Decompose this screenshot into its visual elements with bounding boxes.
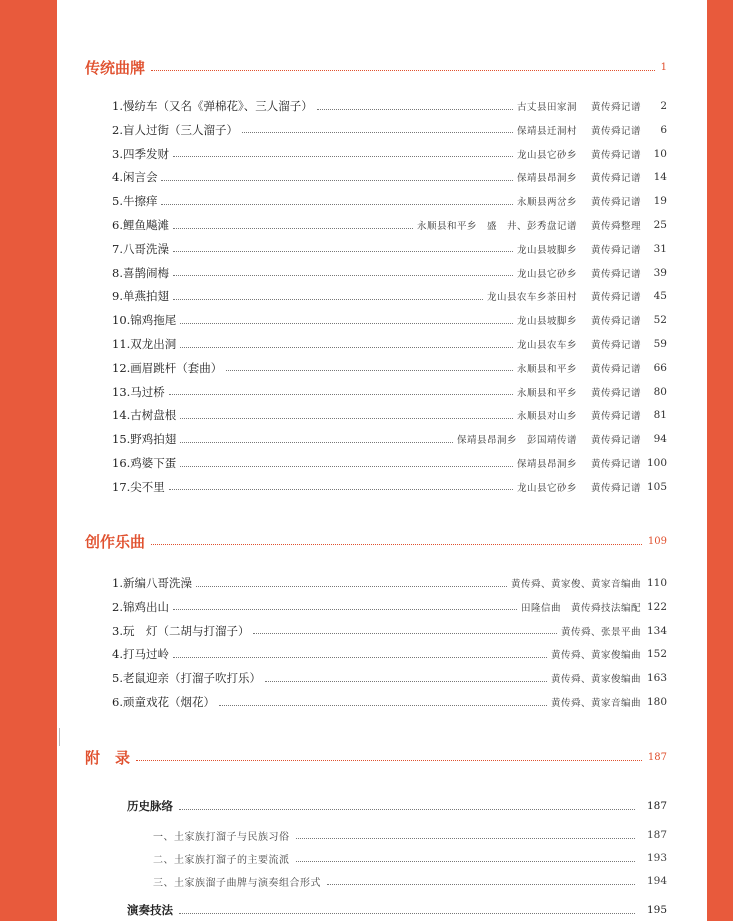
entry-title: 3.玩 灯（二胡与打溜子）: [112, 623, 250, 638]
section-page: 1: [660, 61, 667, 73]
leader-dots: [180, 442, 453, 443]
group-page: 195: [646, 904, 667, 916]
leader-dots: [296, 838, 636, 839]
leader-dots: [179, 913, 635, 914]
entry-credit: 黄传舜记谱: [590, 387, 641, 399]
appendix-item[interactable]: [153, 826, 667, 844]
leader-dots: [226, 370, 513, 371]
item-title: 三、土家族溜子曲牌与演奏组合形式: [153, 877, 321, 889]
leader-dots: [173, 299, 483, 300]
toc-entry[interactable]: [112, 645, 667, 663]
entry-credit: 黄传舜记谱: [590, 482, 641, 494]
entry-source: 保靖县昂洞乡: [516, 459, 577, 470]
toc-entry[interactable]: [112, 97, 667, 115]
leader-dots: [180, 347, 513, 348]
entry-source: 保靖县昂洞乡 彭国靖传谱: [456, 435, 577, 447]
item-page: 193: [646, 852, 667, 864]
entry-title: 7.八哥洗澡: [112, 241, 169, 256]
right-color-band: [707, 0, 733, 921]
entry-source: 龙山县农车乡茶田村: [486, 292, 577, 304]
entry-title: 5.牛擦痒: [112, 194, 158, 209]
left-color-band: [0, 0, 57, 921]
entry-title: 6.顽童戏花（烟花）: [112, 695, 215, 709]
entry-title: 2.盲人过街（三人溜子）: [112, 122, 238, 137]
item-title: 二、土家族打溜子的主要流派: [153, 854, 290, 866]
group-title: 历史脉络: [127, 799, 173, 813]
entry-credit: 黄传舜记谱: [590, 268, 641, 280]
entry-title: 10.锦鸡拖尾: [112, 313, 177, 328]
toc-entry[interactable]: [112, 192, 667, 210]
entry-credit: 黄传舜、黄家俊编曲: [550, 650, 641, 662]
entry-page: 66: [653, 361, 667, 374]
entry-credit: 黄传舜记谱: [590, 340, 641, 351]
entry-title: 1.新编八哥洗澡: [112, 576, 192, 590]
entry-page: 31: [653, 242, 667, 255]
leader-dots: [180, 466, 513, 467]
entry-page: 19: [653, 195, 667, 208]
section-title: 创作乐曲: [85, 532, 146, 551]
entry-source: 保靖县昂洞乡: [516, 173, 577, 185]
toc-entry[interactable]: [112, 216, 667, 234]
toc-entry[interactable]: [112, 145, 667, 163]
appendix-group-history[interactable]: [127, 797, 667, 815]
entry-page: 59: [653, 338, 667, 350]
leader-dots: [151, 544, 642, 545]
entry-credit: 黄传舜记谱: [590, 197, 641, 209]
entry-page: 14: [653, 171, 667, 184]
entry-page: 180: [646, 696, 667, 708]
leader-dots: [296, 861, 636, 862]
toc-entry[interactable]: [112, 622, 667, 640]
toc-entry[interactable]: [112, 454, 667, 472]
entry-title: 16.鸡婆下蛋: [112, 456, 177, 470]
entry-page: 94: [653, 433, 667, 446]
entry-title: 13.马过桥: [112, 384, 165, 399]
entry-credit: 黄传舜记谱: [590, 316, 641, 328]
entry-credit: 黄传舜记谱: [590, 244, 641, 256]
entry-title: 6.鲤鱼飚滩: [112, 218, 169, 232]
leader-dots: [161, 180, 512, 181]
entry-source: 龙山县它砂乡: [516, 482, 577, 494]
toc-entry[interactable]: [112, 430, 667, 448]
entry-page: 152: [646, 648, 667, 661]
section-title: 传统曲牌: [85, 58, 146, 77]
leader-dots: [180, 418, 513, 419]
margin-mark: [59, 728, 60, 746]
toc-entry[interactable]: [112, 168, 667, 186]
leader-dots: [151, 70, 655, 71]
leader-dots: [219, 705, 547, 706]
entry-source: 永顺县和平乡: [516, 387, 577, 399]
entry-credit: 黄传舜记谱: [590, 149, 641, 161]
section-heading-traditional[interactable]: [85, 55, 667, 79]
appendix-item[interactable]: [153, 849, 667, 867]
toc-page: [57, 0, 707, 921]
leader-dots: [179, 809, 635, 810]
item-title: 一、土家族打溜子与民族习俗: [153, 831, 290, 843]
entry-source: 保靖县迁洞村: [516, 125, 577, 137]
entry-credit: 黄传舜记谱: [590, 459, 641, 470]
appendix-item[interactable]: [153, 872, 667, 890]
leader-dots: [136, 760, 642, 761]
item-page: 194: [646, 875, 667, 887]
entry-title: 4.闲言会: [112, 170, 158, 185]
entry-source: 龙山县坡脚乡: [516, 244, 577, 256]
leader-dots: [173, 657, 547, 658]
entry-title: 1.慢纺车（又名《弹棉花》、三人溜子）: [112, 99, 313, 113]
entry-credit: 黄传舜整理: [590, 221, 641, 232]
leader-dots: [169, 394, 513, 395]
entry-credit: 黄传舜、黄家音编曲: [550, 698, 641, 709]
entry-credit: 黄传舜记谱: [590, 125, 641, 137]
item-page: 187: [646, 829, 667, 841]
entry-title: 3.四季发财: [112, 146, 169, 161]
entry-source: 永顺县和平乡 盛 井、彭秀盘记谱: [416, 221, 577, 232]
leader-dots: [180, 323, 513, 324]
toc-entry[interactable]: [112, 669, 667, 687]
entry-credit: 黄传舜、张景平曲: [560, 626, 641, 638]
toc-entry[interactable]: [112, 335, 667, 353]
leader-dots: [161, 204, 512, 205]
entry-page: 45: [653, 290, 667, 303]
leader-dots: [173, 609, 517, 610]
section-page: 109: [647, 535, 667, 547]
entry-title: 12.画眉跳杆（套曲）: [112, 360, 223, 375]
group-title: 演奏技法: [127, 903, 173, 917]
leader-dots: [173, 228, 413, 229]
entry-source: 龙山县农车乡: [516, 340, 577, 351]
leader-dots: [173, 275, 513, 276]
entry-credit: 黄传舜记谱: [590, 173, 641, 185]
entry-source: 永顺县和平乡: [516, 363, 577, 375]
leader-dots: [196, 586, 507, 587]
toc-entry[interactable]: [112, 383, 667, 401]
toc-entry[interactable]: [112, 264, 667, 282]
entry-credit: 田隆信曲 黄传舜技法编配: [520, 602, 641, 614]
entry-page: 105: [646, 480, 667, 493]
entry-title: 5.老鼠迎亲（打溜子吹打乐）: [112, 671, 261, 686]
toc-entry[interactable]: [112, 311, 667, 329]
entry-page: 134: [646, 624, 667, 637]
section-heading-creative[interactable]: [85, 529, 667, 553]
entry-credit: 黄传舜记谱: [590, 411, 641, 423]
entry-title: 11.双龙出洞: [112, 337, 177, 351]
section-page: 187: [647, 751, 667, 763]
toc-entry[interactable]: [112, 121, 667, 139]
entry-title: 9.单燕拍翅: [112, 289, 169, 304]
leader-dots: [327, 884, 635, 885]
entry-page: 10: [653, 147, 667, 160]
entry-source: 永顺县两岔乡: [516, 197, 577, 209]
toc-entry[interactable]: [112, 598, 667, 616]
entry-credit: 黄传舜、黄家俊、黄家音编曲: [510, 579, 641, 590]
entry-source: 龙山县坡脚乡: [516, 316, 577, 328]
leader-dots: [169, 489, 513, 490]
entry-credit: 黄传舜记谱: [590, 363, 641, 375]
entry-credit: 黄传舜记谱: [590, 102, 641, 113]
entry-page: 6: [660, 123, 667, 136]
entry-title: 15.野鸡拍翅: [112, 432, 177, 447]
entry-page: 25: [653, 219, 667, 231]
entry-title: 14.古树盘根: [112, 408, 177, 423]
entry-title: 8.喜鹊闹梅: [112, 265, 169, 280]
entry-page: 39: [653, 266, 667, 279]
entry-page: 163: [646, 672, 667, 685]
toc-entry[interactable]: [112, 287, 667, 305]
entry-title: 4.打马过岭: [112, 647, 169, 662]
leader-dots: [242, 132, 513, 133]
entry-page: 2: [660, 100, 667, 112]
leader-dots: [317, 109, 513, 110]
entry-source: 古丈县田家洞: [516, 102, 577, 113]
toc-entry[interactable]: [112, 478, 667, 496]
entry-credit: 黄传舜记谱: [590, 435, 641, 447]
entry-page: 110: [646, 577, 667, 589]
entry-page: 122: [646, 600, 667, 613]
entry-title: 17.尖不里: [112, 479, 165, 494]
section-title: 附 录: [85, 748, 131, 767]
toc-entry[interactable]: [112, 240, 667, 258]
leader-dots: [253, 633, 557, 634]
toc-entry[interactable]: [112, 693, 667, 711]
entry-source: 龙山县它砂乡: [516, 149, 577, 161]
entry-page: 81: [653, 409, 667, 422]
toc-entry[interactable]: [112, 406, 667, 424]
entry-source: 永顺县对山乡: [516, 411, 577, 423]
group-page: 187: [646, 800, 667, 812]
entry-source: 龙山县它砂乡: [516, 268, 577, 280]
leader-dots: [265, 681, 547, 682]
entry-title: 2.锦鸡出山: [112, 599, 169, 614]
entry-credit: 黄传舜记谱: [590, 292, 641, 304]
entry-page: 52: [653, 314, 667, 327]
appendix-group-technique[interactable]: [127, 901, 667, 919]
toc-entry[interactable]: [112, 574, 667, 592]
leader-dots: [173, 251, 513, 252]
entry-page: 100: [646, 457, 667, 469]
entry-credit: 黄传舜、黄家俊编曲: [550, 674, 641, 686]
section-heading-appendix[interactable]: [85, 745, 667, 769]
entry-page: 80: [653, 385, 667, 398]
leader-dots: [173, 156, 513, 157]
toc-entry[interactable]: [112, 359, 667, 377]
